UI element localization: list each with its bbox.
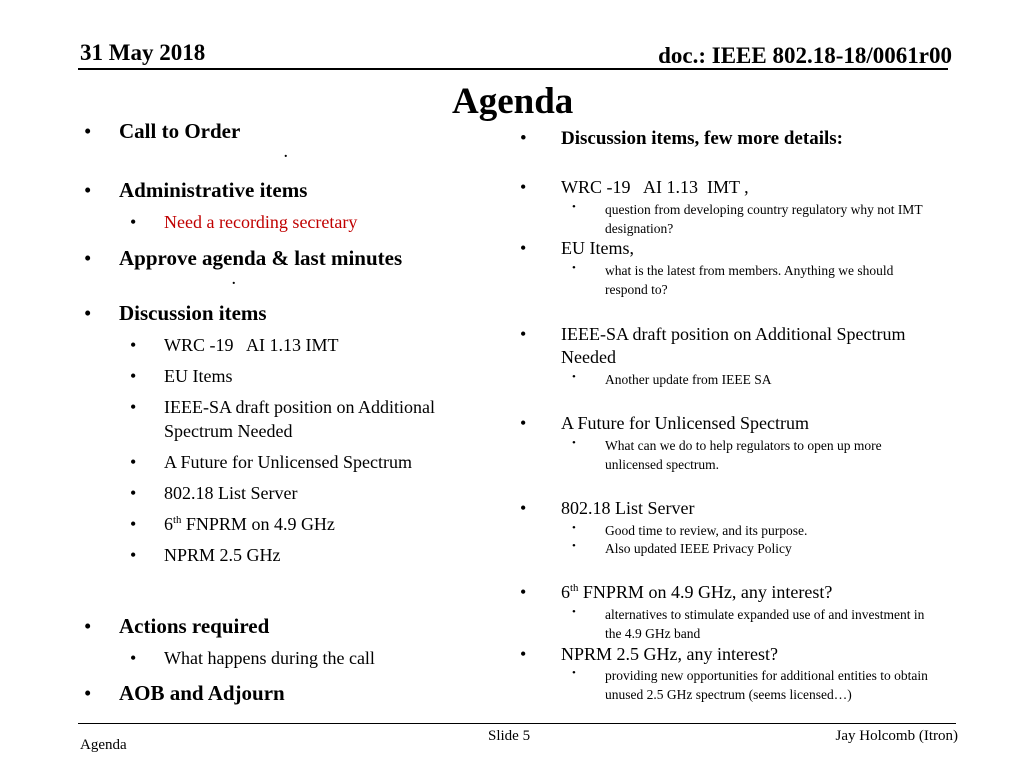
- ordinal-suffix: th: [570, 582, 579, 594]
- footer-section: Agenda: [80, 737, 127, 753]
- detail-note: question from developing country regulatory why not IMT: [605, 202, 923, 217]
- bullet-icon: •: [130, 545, 137, 565]
- bullet-icon: •: [84, 681, 92, 705]
- subitem-label: 802.18 List Server: [164, 483, 298, 503]
- bullet-icon: •: [84, 301, 92, 325]
- bullet-icon: •: [520, 498, 527, 518]
- detail-note-cont: unlicensed spectrum.: [605, 457, 719, 472]
- detail-note-cont: designation?: [605, 221, 674, 236]
- bullet-icon: •: [520, 324, 527, 344]
- agenda-item-label: AOB and Adjourn: [119, 681, 285, 705]
- bullet-icon: •: [130, 397, 137, 417]
- bullet-icon: •: [572, 522, 576, 534]
- fnprm-text: FNPRM on 4.9 GHz: [181, 514, 335, 534]
- bullet-icon: •: [520, 582, 527, 602]
- detail-note: Also updated IEEE Privacy Policy: [605, 541, 792, 556]
- bullet-icon: •: [84, 246, 92, 270]
- detail-note-cont: unused 2.5 GHz spectrum (seems licensed…): [605, 687, 852, 702]
- subitem-label: [164, 514, 335, 536]
- bullet-icon: •: [130, 366, 137, 386]
- bullet-icon: •: [520, 128, 527, 149]
- stray-dot: .: [232, 273, 236, 288]
- bullet-icon: •: [572, 371, 576, 383]
- detail-note-cont: the 4.9 GHz band: [605, 626, 701, 641]
- subitem-label: IEEE-SA draft position on Additional: [164, 397, 435, 417]
- subitem-label: WRC -19 AI 1.13 IMT: [164, 335, 339, 355]
- detail-note: Good time to review, and its purpose.: [605, 523, 808, 538]
- subitem-label-cont: Spectrum Needed: [164, 421, 293, 441]
- bullet-icon: •: [84, 119, 92, 143]
- bullet-icon: •: [130, 452, 137, 472]
- bullet-icon: •: [520, 644, 527, 664]
- bullet-icon: •: [84, 614, 92, 638]
- subitem-label: Need a recording secretary: [164, 212, 358, 232]
- bullet-icon: •: [84, 178, 92, 202]
- detail-label: EU Items,: [561, 238, 634, 258]
- agenda-item-label: Call to Order: [119, 119, 241, 143]
- agenda-item-label: Administrative items: [119, 178, 308, 202]
- agenda-item-label: Actions required: [119, 614, 270, 638]
- subitem-label: What happens during the call: [164, 648, 375, 668]
- agenda-item-label: Approve agenda & last minutes: [119, 246, 403, 270]
- subitem-label: NPRM 2.5 GHz: [164, 545, 281, 565]
- bullet-icon: •: [520, 238, 527, 258]
- slide-title: Agenda: [452, 81, 574, 122]
- bullet-icon: •: [130, 514, 137, 534]
- footer-author: Jay Holcomb (Itron): [835, 728, 958, 744]
- fnprm-text: FNPRM on 4.9 GHz, any interest?: [578, 582, 833, 602]
- detail-label: 802.18 List Server: [561, 498, 695, 518]
- header-divider: [78, 68, 948, 70]
- bullet-icon: •: [572, 437, 576, 449]
- bullet-icon: •: [520, 413, 527, 433]
- detail-note: What can we do to help regulators to open up more: [605, 438, 882, 453]
- detail-note: alternatives to stimulate expanded use of and investment in: [605, 607, 925, 622]
- detail-note: what is the latest from members. Anything we should: [605, 263, 894, 278]
- bullet-icon: •: [520, 177, 527, 197]
- bullet-icon: •: [572, 262, 576, 274]
- ordinal-number: 6: [561, 582, 570, 602]
- subitem-label: EU Items: [164, 366, 233, 386]
- detail-note: providing new opportunities for additional entities to obtain: [605, 668, 928, 683]
- detail-label: WRC -19 AI 1.13 IMT ,: [561, 177, 749, 197]
- detail-label: NPRM 2.5 GHz, any interest?: [561, 644, 778, 664]
- header-date: 31 May 2018: [80, 40, 206, 65]
- bullet-icon: •: [130, 483, 137, 503]
- header-doc-id: doc.: IEEE 802.18-18/0061r00: [658, 43, 952, 68]
- ordinal-number: 6: [164, 514, 173, 534]
- agenda-item-label: Discussion items: [119, 301, 267, 325]
- bullet-icon: •: [572, 667, 576, 679]
- detail-label: [561, 582, 832, 604]
- detail-note: Another update from IEEE SA: [605, 372, 772, 387]
- details-heading-label: Discussion items, few more details:: [561, 128, 843, 149]
- bullet-icon: •: [572, 606, 576, 618]
- detail-label-cont: Needed: [561, 347, 616, 367]
- footer-divider: [78, 723, 956, 724]
- stray-dot: .: [284, 146, 288, 161]
- bullet-icon: •: [572, 540, 576, 552]
- bullet-icon: •: [572, 201, 576, 213]
- subitem-label: A Future for Unlicensed Spectrum: [164, 452, 412, 472]
- ordinal-suffix: th: [173, 514, 182, 526]
- detail-note-cont: respond to?: [605, 282, 668, 297]
- detail-label: A Future for Unlicensed Spectrum: [561, 413, 809, 433]
- bullet-icon: •: [130, 212, 137, 232]
- bullet-icon: •: [130, 335, 137, 355]
- bullet-icon: •: [130, 648, 137, 668]
- detail-label: IEEE-SA draft position on Additional Spectrum: [561, 324, 906, 344]
- slide-number: Slide 5: [488, 728, 531, 744]
